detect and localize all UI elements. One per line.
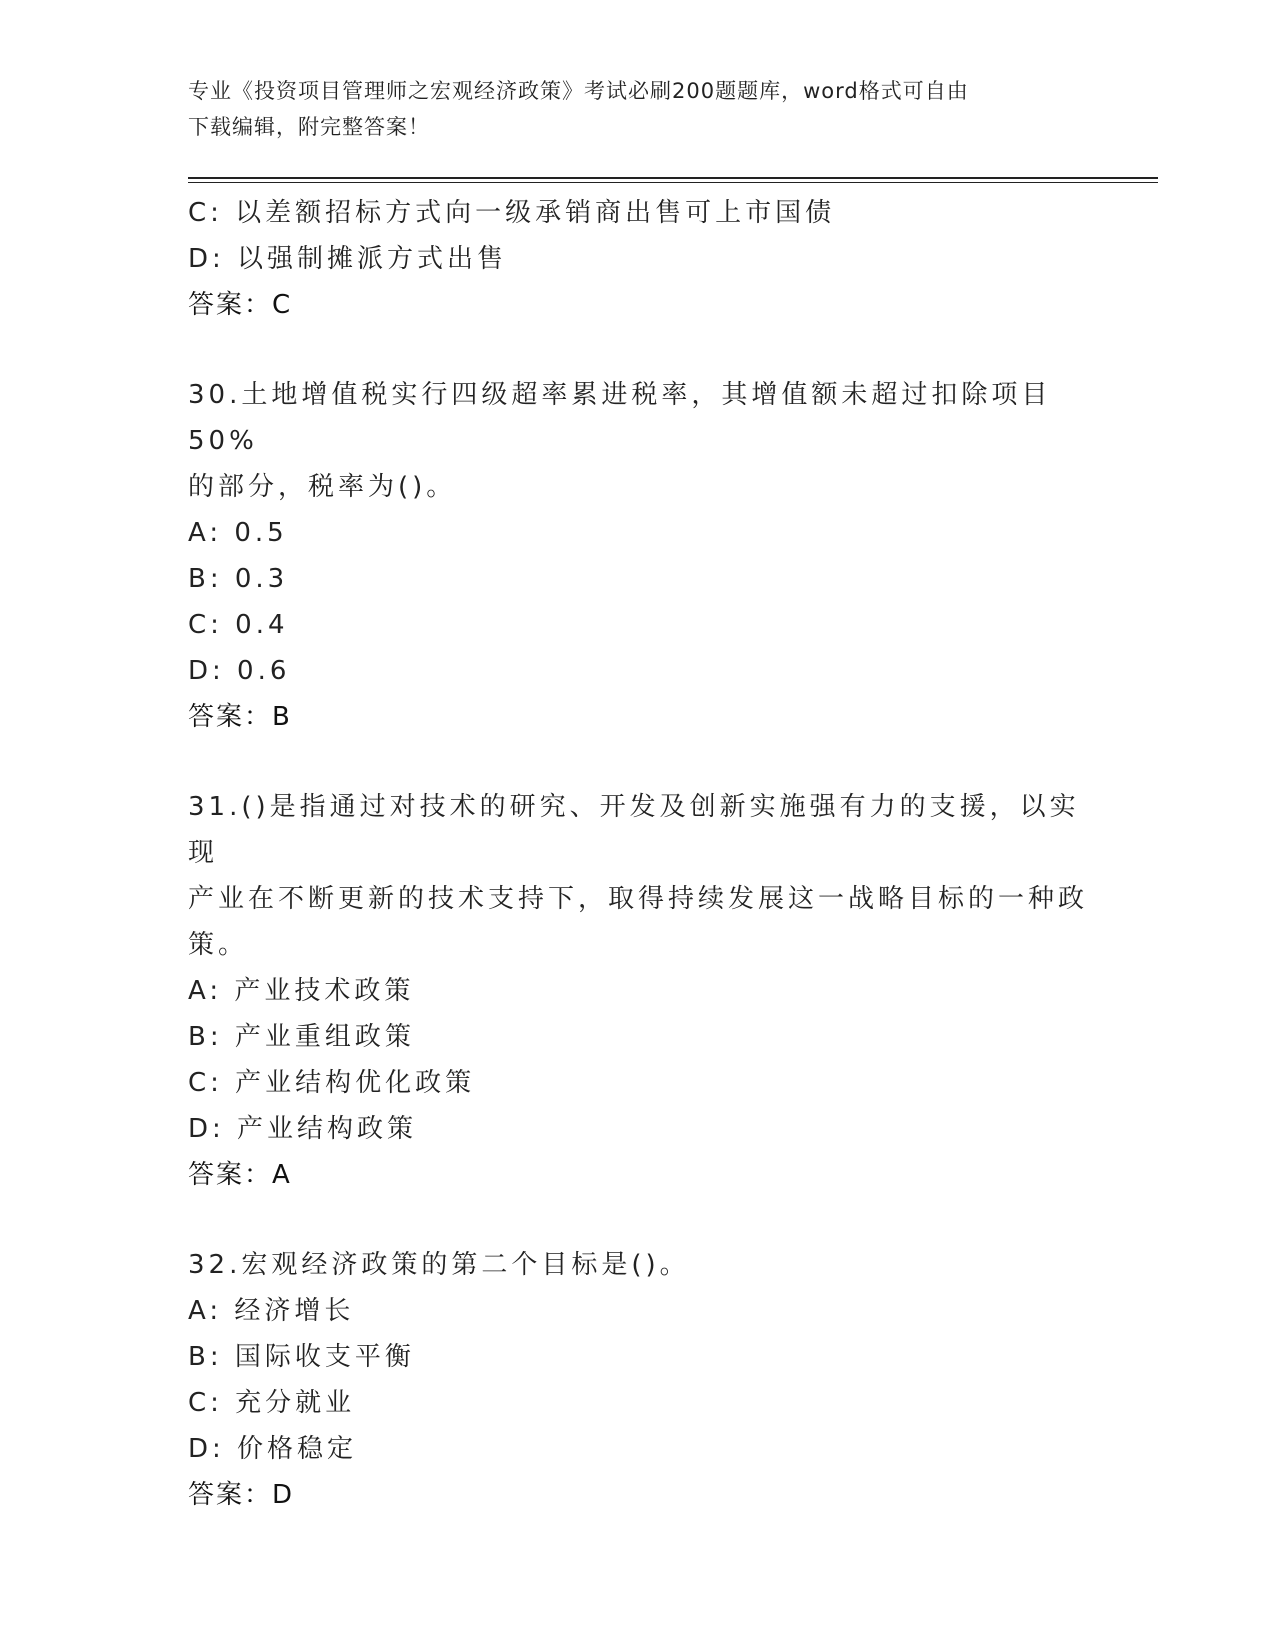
question-text-line: 产业在不断更新的技术支持下，取得持续发展这一战略目标的一种政 (188, 884, 1089, 914)
answer-line: 答案：A (188, 1160, 292, 1190)
question-31 (188, 784, 1108, 1198)
question-30 (188, 372, 1108, 740)
header-title-line-2: 下载编辑，附完整答案！ (188, 115, 430, 139)
option-a: A: 0.5 (188, 518, 288, 548)
option-c: C: 产业结构优化政策 (188, 1068, 476, 1098)
header-title-line-1: 专业《投资项目管理师之宏观经济政策》考试必刷200题题库，word格式可自由 (188, 79, 969, 103)
answer-line: 答案：C (188, 290, 293, 320)
option-b: B: 0.3 (188, 564, 289, 594)
option-b: B: 国际收支平衡 (188, 1342, 415, 1372)
option-d: D: 0.6 (188, 656, 291, 686)
option-a: A: 产业技术政策 (188, 976, 415, 1006)
option-c: C: 0.4 (188, 610, 289, 640)
option-c: C: 充分就业 (188, 1388, 356, 1418)
question-32 (188, 1242, 1108, 1518)
option-d: D: 产业结构政策 (188, 1114, 418, 1144)
option-b: B: 产业重组政策 (188, 1022, 415, 1052)
question-text-line: 31.()是指通过对技术的研究、开发及创新实施强有力的支援，以实现 (188, 792, 1080, 868)
question-text-line: 30.土地增值税实行四级超率累进税率，其增值额未超过扣除项目50% (188, 380, 1052, 456)
answer-line: 答案：B (188, 702, 292, 732)
question-text-line: 的部分，税率为()。 (188, 472, 457, 502)
option-d: D: 价格稳定 (188, 1434, 358, 1464)
question-list (188, 190, 1108, 1518)
document-header (188, 73, 1088, 145)
header-divider (188, 177, 1158, 183)
question-text-line: 32.宏观经济政策的第二个目标是()。 (188, 1250, 690, 1280)
option-d: D: 以强制摊派方式出售 (188, 244, 508, 274)
answer-line: 答案：D (188, 1480, 295, 1510)
question-continuation (188, 190, 1108, 328)
option-c: C: 以差额招标方式向一级承销商出售可上市国债 (188, 198, 836, 228)
question-text-line: 策。 (188, 930, 249, 960)
option-a: A: 经济增长 (188, 1296, 355, 1326)
